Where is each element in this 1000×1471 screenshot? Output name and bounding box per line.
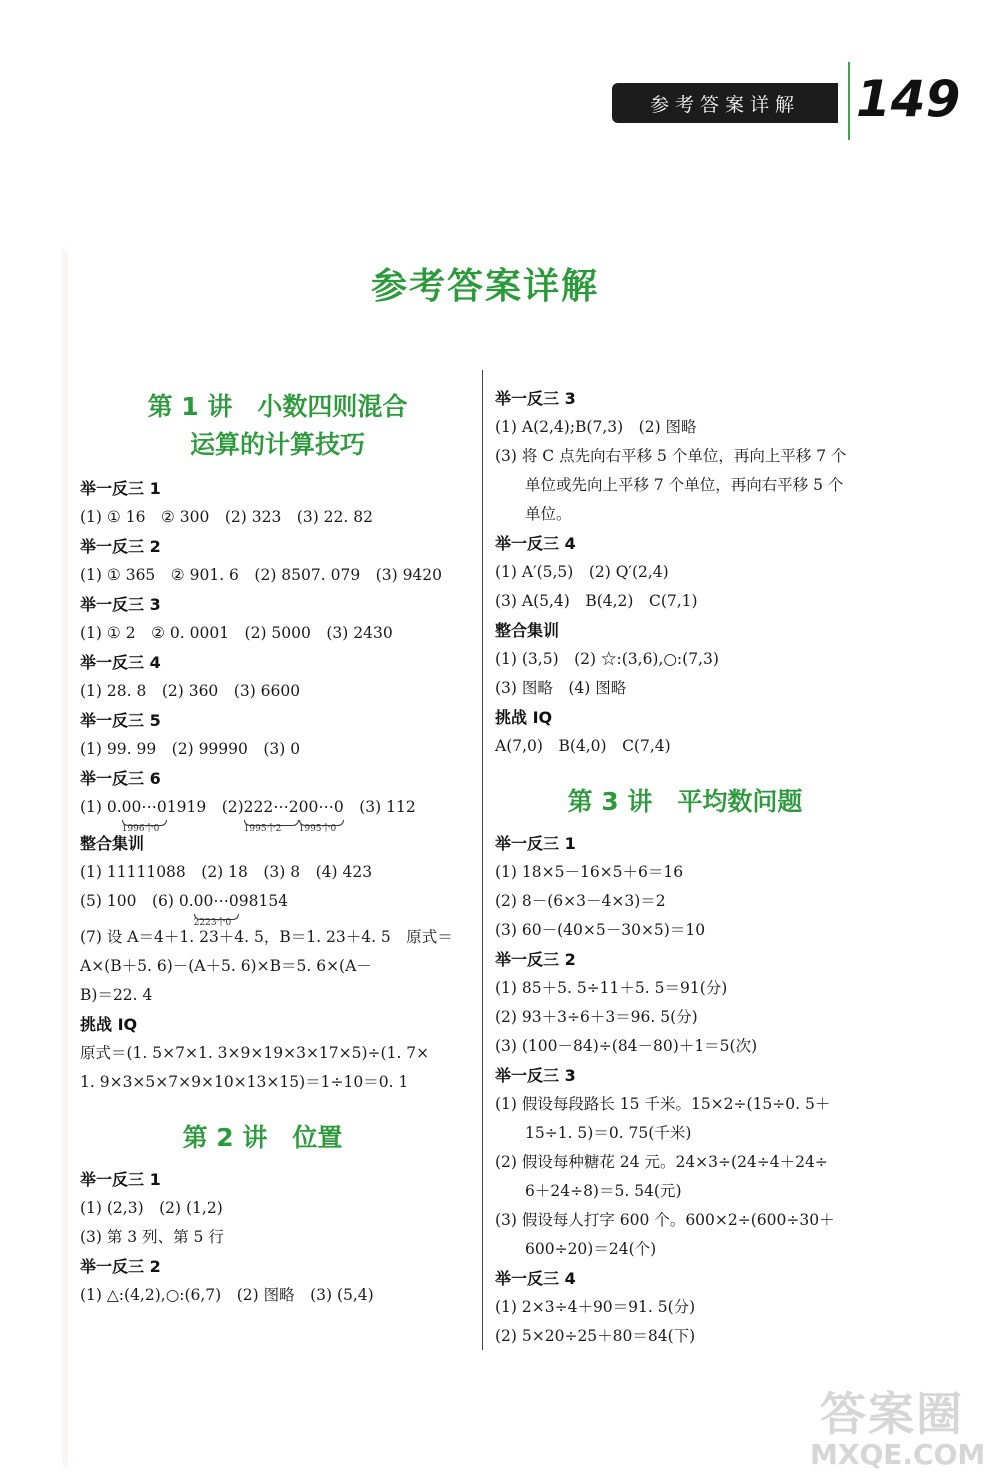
section-title: 举一反三 2 [80,1257,161,1276]
page-number: 149 [856,70,961,128]
answer-line: (5) 100 (6) 0.00⋯0 2223个0 98154 [80,887,475,923]
lecture-3-heading: 第 3 讲 平均数问题 [567,787,803,816]
answer-line: (1) 假设每段路长 15 千米。15×2÷(15÷0. 5＋ [495,1095,831,1113]
answer-line: (1) A′(5,5) (2) Q′(2,4) [495,563,669,581]
section-title: 举一反三 1 [80,479,161,498]
answer-line: (1) ① 16 ② 300 (2) 323 (3) 22. 82 [80,508,373,526]
answer-line: (3) 图略 (4) 图略 [495,679,627,697]
answer-line: (2) 假设每种糖花 24 元。24×3÷(24÷4＋24÷ [495,1153,828,1171]
answer-line: (3) (100－84)÷(84－80)＋1＝5(次) [495,1037,758,1055]
lecture-1-line1: 第 1 讲 小数四则混合 [147,392,408,421]
answer-line: 原式＝(1. 5×7×1. 3×9×19×3×17×5)÷(1. 7× [80,1044,430,1062]
answer-line: (1) 85＋5. 5÷11＋5. 5＝91(分) [495,979,728,997]
answer-line: (1) A(2,4);B(7,3) (2) 图略 [495,418,697,436]
answer-line: (1) 28. 8 (2) 360 (3) 6600 [80,682,301,700]
answer-line: (7) 设 A＝4＋1. 23＋4. 5，B＝1. 23＋4. 5 原式＝ [80,928,453,946]
section-title: 举一反三 2 [80,537,161,556]
answer-line: (1) 99. 99 (2) 99990 (3) 0 [80,740,301,758]
watermark-logo: 答案圈 [820,1387,964,1441]
section-title: 举一反三 4 [495,1269,576,1288]
section-title: 举一反三 5 [80,711,161,730]
answer-line: (2) 5×20÷25＋80＝84(下) [495,1327,696,1345]
answer-line: (1) 0.00⋯0 1996个0 1919 (2)222⋯2 1995个2 00⋯0 1995个0 (3) 112 [80,793,475,829]
header-label: 参考答案详解 [612,83,838,123]
answer-line: 15÷1. 5)＝0. 75(千米) [525,1124,692,1142]
lecture-2-heading: 第 2 讲 位置 [182,1123,343,1152]
answer-line: A×(B＋5. 6)－(A＋5. 6)×B＝5. 6×(A－ [80,957,372,975]
section-title: 整合集训 [80,834,145,853]
lecture-1-line2: 运算的计算技巧 [189,430,365,459]
answer-line: (3) A(5,4) B(4,2) C(7,1) [495,592,698,610]
answer-line: 600÷20)＝24(个) [525,1240,657,1258]
answer-line: (1) ① 2 ② 0. 0001 (2) 5000 (3) 2430 [80,624,393,642]
section-title: 举一反三 3 [495,389,576,408]
section-title: 挑战 IQ [495,708,553,727]
answer-line: (1) 2×3÷4＋90＝91. 5(分) [495,1298,696,1316]
answer-line: 1. 9×3×5×7×9×10×13×15)＝1÷10＝0. 1 [80,1073,409,1091]
section-title: 举一反三 3 [495,1066,576,1085]
section-title: 举一反三 1 [80,1170,161,1189]
lecture-1-heading [80,388,475,464]
answer-line: B)＝22. 4 [80,986,153,1004]
answer-line: A(7,0) B(4,0) C(7,4) [495,737,671,755]
section-title: 举一反三 2 [495,950,576,969]
answer-line: 单位或先向上平移 7 个单位，再向右平移 5 个 [525,476,844,494]
answer-line: (2) 93＋3÷6＋3＝96. 5(分) [495,1008,698,1026]
left-column [80,388,475,1310]
section-title: 举一反三 4 [495,534,576,553]
answer-line: (1) △:(4,2),○:(6,7) (2) 图略 (3) (5,4) [80,1286,374,1304]
answer-line: (3) 60－(40×5－30×5)＝10 [495,921,706,939]
watermark-url: MXQE.COM [810,1438,986,1471]
underbrace: 00⋯0 2223个0 [194,887,239,916]
answer-line: (2) 8－(6×3－4×3)＝2 [495,892,666,910]
answer-line: (1) 18×5－16×5＋6＝16 [495,863,684,881]
section-title: 举一反三 3 [80,595,161,614]
header-divider [848,62,850,140]
answer-line: (3) 假设每人打字 600 个。600×2÷(600÷30＋ [495,1211,835,1229]
watermark [810,1378,986,1471]
answer-line: (1) ① 365 ② 901. 6 (2) 8507. 079 (3) 9420 [80,566,443,584]
section-title: 挑战 IQ [80,1015,138,1034]
answer-line: (3) 第 3 列、第 5 行 [80,1228,224,1246]
section-title: 整合集训 [495,621,560,640]
answer-line: 单位。 [525,505,572,523]
answer-line: (3) 将 C 点先向右平移 5 个单位，再向上平移 7 个 [495,447,847,465]
underbrace: 222⋯2 1995个2 [244,793,299,822]
underbrace: 00⋯0 1996个0 [122,793,167,822]
column-divider [482,370,483,1350]
binding-strip [62,250,68,1466]
section-title: 举一反三 6 [80,769,161,788]
section-title: 举一反三 4 [80,653,161,672]
answer-line: (1) (2,3) (2) (1,2) [80,1199,223,1217]
page-title: 参考答案详解 [370,266,599,307]
answer-line: (1) (3,5) (2) ☆:(3,6),○:(7,3) [495,650,719,668]
right-column [495,384,895,1351]
answer-line: (1) 11111088 (2) 18 (3) 8 (4) 423 [80,863,373,881]
answer-line: 6＋24÷8)＝5. 54(元) [525,1182,682,1200]
section-title: 举一反三 1 [495,834,576,853]
underbrace: 00⋯0 1995个0 [299,793,344,822]
